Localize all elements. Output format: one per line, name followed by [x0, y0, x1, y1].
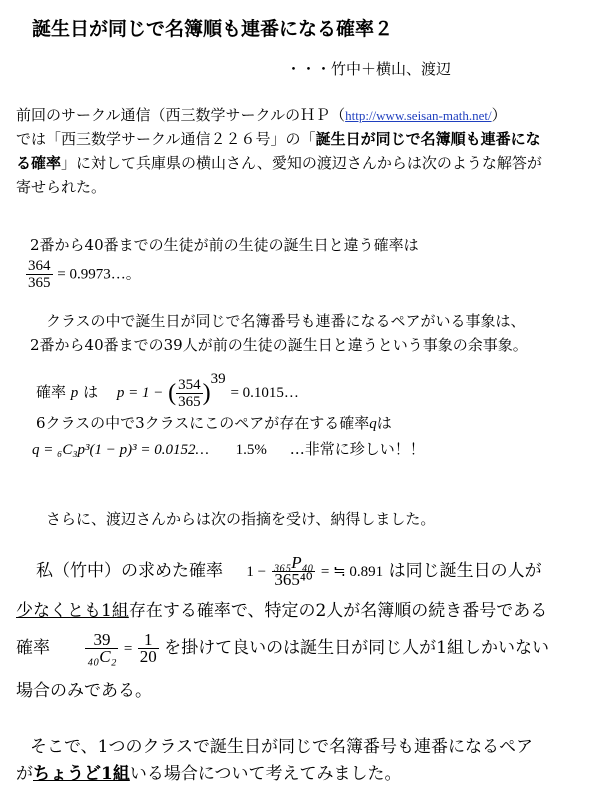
- p-wa: は: [83, 383, 99, 401]
- para-equals: =: [123, 641, 133, 657]
- authors: ・・・竹中＋横山、渡辺: [286, 60, 452, 78]
- para-text-3a: 確率: [16, 638, 50, 658]
- website-link[interactable]: http://www.seisan-math.net/: [345, 108, 492, 123]
- intro-text-3b: 」に対して兵庫県の横山さん、愛知の渡辺さんからは次のような解答が: [61, 154, 542, 172]
- paren-open: (: [168, 380, 177, 406]
- page-title: 誕生日が同じで名簿順も連番になる確率２: [32, 18, 394, 40]
- para-frac2-den: 20: [139, 647, 157, 666]
- follow-up-text: さらに、渡辺さんからは次の指摘を受け、納得しました。: [46, 510, 436, 528]
- para-line-1: [36, 555, 542, 588]
- fraction-365P40: [272, 555, 316, 588]
- fraction-1-20: [138, 632, 159, 665]
- closing-text-2b: いる場合について考えてみました。: [129, 764, 402, 784]
- para-text-2b: 存在する確率で、特定の2人が名簿順の続き番号である: [128, 601, 548, 621]
- intro-text-1b: ）: [491, 106, 507, 124]
- p-label: 確率: [36, 383, 67, 401]
- para-denominator: 365⁴⁰: [274, 570, 313, 589]
- q-intro: 6クラスの中で3クラスにこのペアが存在する確率: [36, 414, 370, 432]
- para-line-3: [16, 632, 549, 665]
- intro-bold-3: る確率: [16, 154, 62, 172]
- p-result: = 0.1015…: [230, 385, 299, 401]
- p-exponent: 39: [210, 371, 226, 387]
- para-numerator: ₃₆₅P₄₀: [273, 553, 314, 572]
- para-text-1a: 私（竹中）の求めた確率: [36, 561, 223, 581]
- fraction-denominator: 365: [28, 275, 51, 291]
- fraction-364-365: [26, 258, 53, 291]
- para-line-2: [16, 600, 547, 622]
- closing-text-2a: が: [16, 764, 33, 784]
- intro-line-1: [16, 104, 507, 127]
- q-note: …非常に珍しい！！: [289, 440, 425, 458]
- q-equation-line: [32, 438, 425, 461]
- para-text-1b: は同じ誕生日の人が: [388, 561, 542, 581]
- para-frac1-den: ₄₀C₂: [87, 647, 117, 666]
- intro-line-4: 寄せられた。: [16, 178, 107, 196]
- para-frac2-num: 1: [138, 632, 159, 649]
- intro-line-3: [16, 152, 542, 174]
- closing-line-2: [16, 763, 402, 785]
- fraction-39-40C2: [85, 632, 118, 665]
- intro-text-1a: 前回のサークル通信（西三数学サークルのＨＰ（: [16, 106, 346, 124]
- intro-text-2a: では「西三数学サークル通信２２６号」の「: [16, 130, 316, 148]
- fraction-numerator: 364: [28, 258, 51, 274]
- para-math-1b: = ≒ 0.891: [320, 564, 384, 580]
- fraction-result: = 0.9973…。: [57, 266, 141, 283]
- solution-line-1: 2番から40番までの生徒が前の生徒の誕生日と違う確率は: [30, 236, 419, 254]
- para-frac1-num: 39: [85, 632, 118, 649]
- para-line-4: 場合のみである。: [16, 681, 152, 701]
- q-equation: q = ₆C₃p³(1 − p)³ = 0.0152…: [32, 442, 209, 458]
- solution-line-4: [36, 412, 392, 435]
- q-percent: 1.5%: [235, 442, 267, 458]
- fraction-354-365: [176, 377, 203, 410]
- para-math-1a: 1 −: [246, 564, 267, 580]
- paren-close: ): [202, 380, 211, 406]
- p-denominator: 365: [178, 393, 201, 410]
- solution-line-3: 2番から40番までの39人が前の生徒の誕生日と違うという事象の余事象。: [30, 336, 528, 354]
- closing-line-1: そこで、1つのクラスで誕生日が同じで名簿番号も連番になるペア: [30, 737, 533, 757]
- para-text-3b: を掛けて良いのは誕生日が同じ人が1組しかいない: [164, 638, 549, 658]
- p-numerator: 354: [178, 376, 201, 393]
- solution-line-2: クラスの中で誕生日が同じで名簿番号も連番になるペアがいる事象は、: [46, 312, 526, 330]
- intro-bold-2: 誕生日が同じで名簿順も連番にな: [315, 130, 541, 148]
- q-wa: は: [376, 414, 392, 432]
- para-underline-2: 少なくとも1組: [16, 601, 129, 621]
- q-variable: q: [369, 416, 377, 432]
- closing-bold-underline: ちょうど1組: [33, 764, 130, 784]
- fraction-line-1: [26, 258, 141, 291]
- p-variable: p: [70, 385, 79, 401]
- intro-line-2: [16, 128, 541, 150]
- p-equation-start: p = 1 −: [116, 385, 164, 401]
- probability-p-line: [36, 368, 299, 410]
